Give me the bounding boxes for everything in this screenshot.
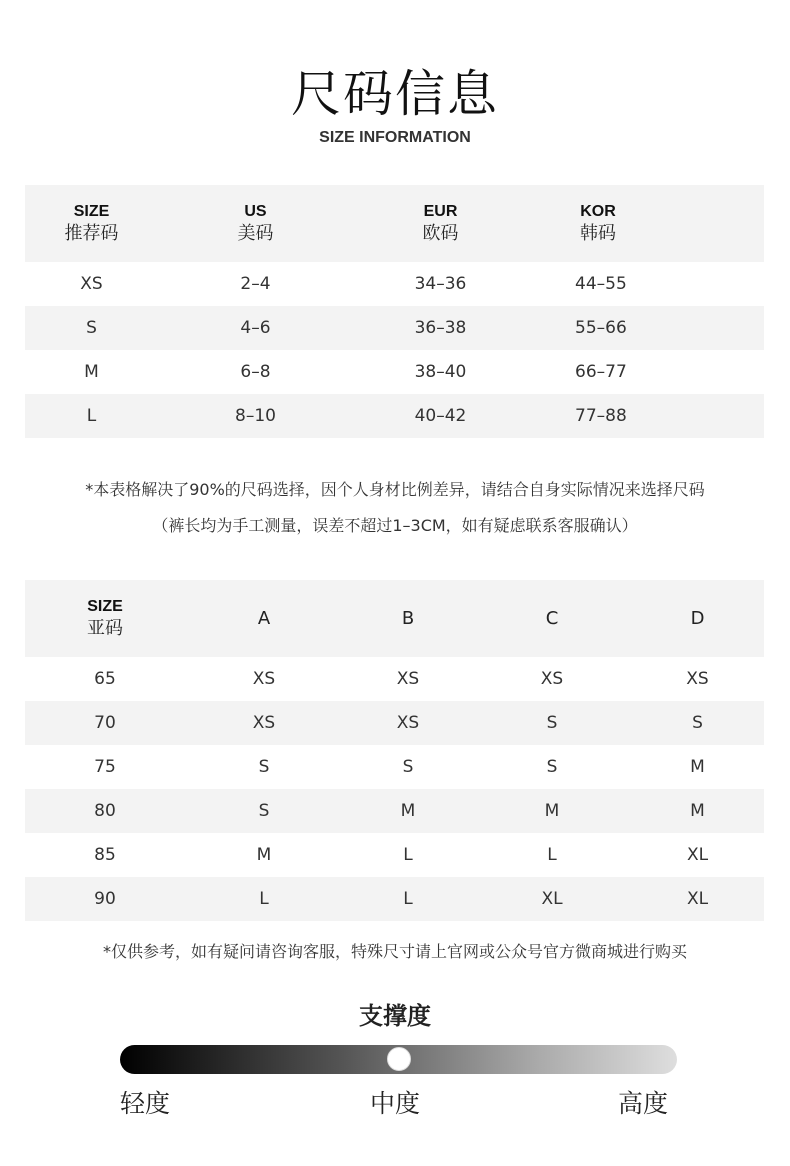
table-header-row (25, 580, 764, 657)
table-cell: 2–4 (240, 274, 271, 294)
col-header-en: KOR (580, 202, 616, 220)
table-cell: XL (631, 877, 764, 921)
table-cell: M (84, 362, 99, 382)
table-cell: 34–36 (414, 274, 467, 294)
table-cell: 8–10 (158, 394, 353, 438)
table-cell: 36–38 (353, 306, 528, 350)
table-cell: S (25, 306, 158, 350)
table-cell: L (547, 845, 557, 865)
col-header-zh: 韩码 (580, 222, 616, 244)
table-cell: S (402, 757, 414, 777)
col-header-eur (353, 185, 528, 262)
table-cell: M (256, 845, 272, 865)
col-header-kor (528, 185, 764, 262)
col-header-d: D (690, 608, 705, 629)
col-header-en: SIZE (87, 597, 123, 615)
support-level-indicator (387, 1047, 411, 1071)
col-header-c: C (545, 608, 559, 629)
col-header-size (25, 580, 185, 657)
table-row (25, 745, 764, 789)
table-row (25, 306, 764, 350)
col-header-en: EUR (423, 202, 458, 220)
table-cell: 6–8 (240, 362, 271, 382)
table-row (25, 701, 764, 745)
table-row (25, 877, 764, 921)
table-row (25, 789, 764, 833)
size-note: *本表格解决了90%的尺码选择，因个人身材比例差异，请结合自身实际情况来选择尺码 (85, 480, 705, 499)
table-cell: L (343, 877, 473, 921)
table-cell: 65 (94, 669, 116, 689)
table-cell: 55–66 (528, 306, 764, 350)
support-level-medium: 中度 (370, 1089, 421, 1118)
table-cell: XS (396, 669, 420, 689)
table-cell: 4–6 (158, 306, 353, 350)
reference-note: *仅供参考，如有疑问请咨询客服，特殊尺寸请上官网或公众号官方微商城进行购买 (102, 942, 687, 961)
page-subtitle: SIZE INFORMATION (319, 129, 471, 146)
table-cell: 70 (25, 701, 185, 745)
support-level-light: 轻度 (120, 1089, 171, 1118)
table-cell: L (185, 877, 343, 921)
table-cell: S (258, 757, 270, 777)
table-cell: 44–55 (575, 274, 627, 294)
table-cell: 40–42 (353, 394, 528, 438)
table-cell: S (546, 757, 558, 777)
table-row (25, 350, 764, 394)
table-cell: 66–77 (575, 362, 627, 382)
table-cell: XS (252, 669, 276, 689)
table-cell: XS (185, 701, 343, 745)
col-header-size (25, 185, 158, 262)
table-cell: 90 (25, 877, 185, 921)
table-cell: XS (80, 274, 103, 294)
table-cell: S (185, 789, 343, 833)
table-cell: M (631, 789, 764, 833)
col-header-en: US (244, 202, 267, 220)
col-header-us (158, 185, 353, 262)
col-header-a: A (257, 608, 271, 629)
support-level-high: 高度 (618, 1089, 669, 1118)
col-header-b: B (401, 608, 415, 629)
table-cell: L (403, 845, 413, 865)
size-conversion-table (25, 185, 764, 438)
support-level-title: 支撑度 (359, 1002, 431, 1030)
table-cell: XS (686, 669, 709, 689)
table-cell: 77–88 (528, 394, 764, 438)
table-row (25, 394, 764, 438)
table-cell: L (25, 394, 158, 438)
table-cell: XS (343, 701, 473, 745)
table-cell: M (473, 789, 631, 833)
table-cell: 80 (25, 789, 185, 833)
table-cell: M (690, 757, 705, 777)
table-cell: S (473, 701, 631, 745)
table-cell: 38–40 (414, 362, 467, 382)
table-cell: XL (686, 845, 709, 865)
col-header-zh: 美码 (237, 222, 274, 244)
table-cell: M (343, 789, 473, 833)
table-row (25, 262, 764, 306)
table-header-row (25, 185, 764, 262)
table-cell: XL (473, 877, 631, 921)
table-cell: 85 (94, 845, 116, 865)
measurement-note: （裤长均为手工测量，误差不超过1–3CM，如有疑虑联系客服确认） (152, 516, 638, 535)
col-header-zh: 亚码 (87, 617, 123, 639)
table-cell: XS (540, 669, 564, 689)
table-row (25, 657, 764, 701)
col-header-en: SIZE (73, 202, 110, 220)
col-header-zh: 欧码 (422, 222, 459, 244)
table-cell: 75 (94, 757, 116, 777)
table-row (25, 833, 764, 877)
asian-size-table (25, 580, 764, 921)
page-title: 尺码信息 (291, 65, 499, 123)
table-cell: S (631, 701, 764, 745)
col-header-zh: 推荐码 (64, 222, 119, 244)
